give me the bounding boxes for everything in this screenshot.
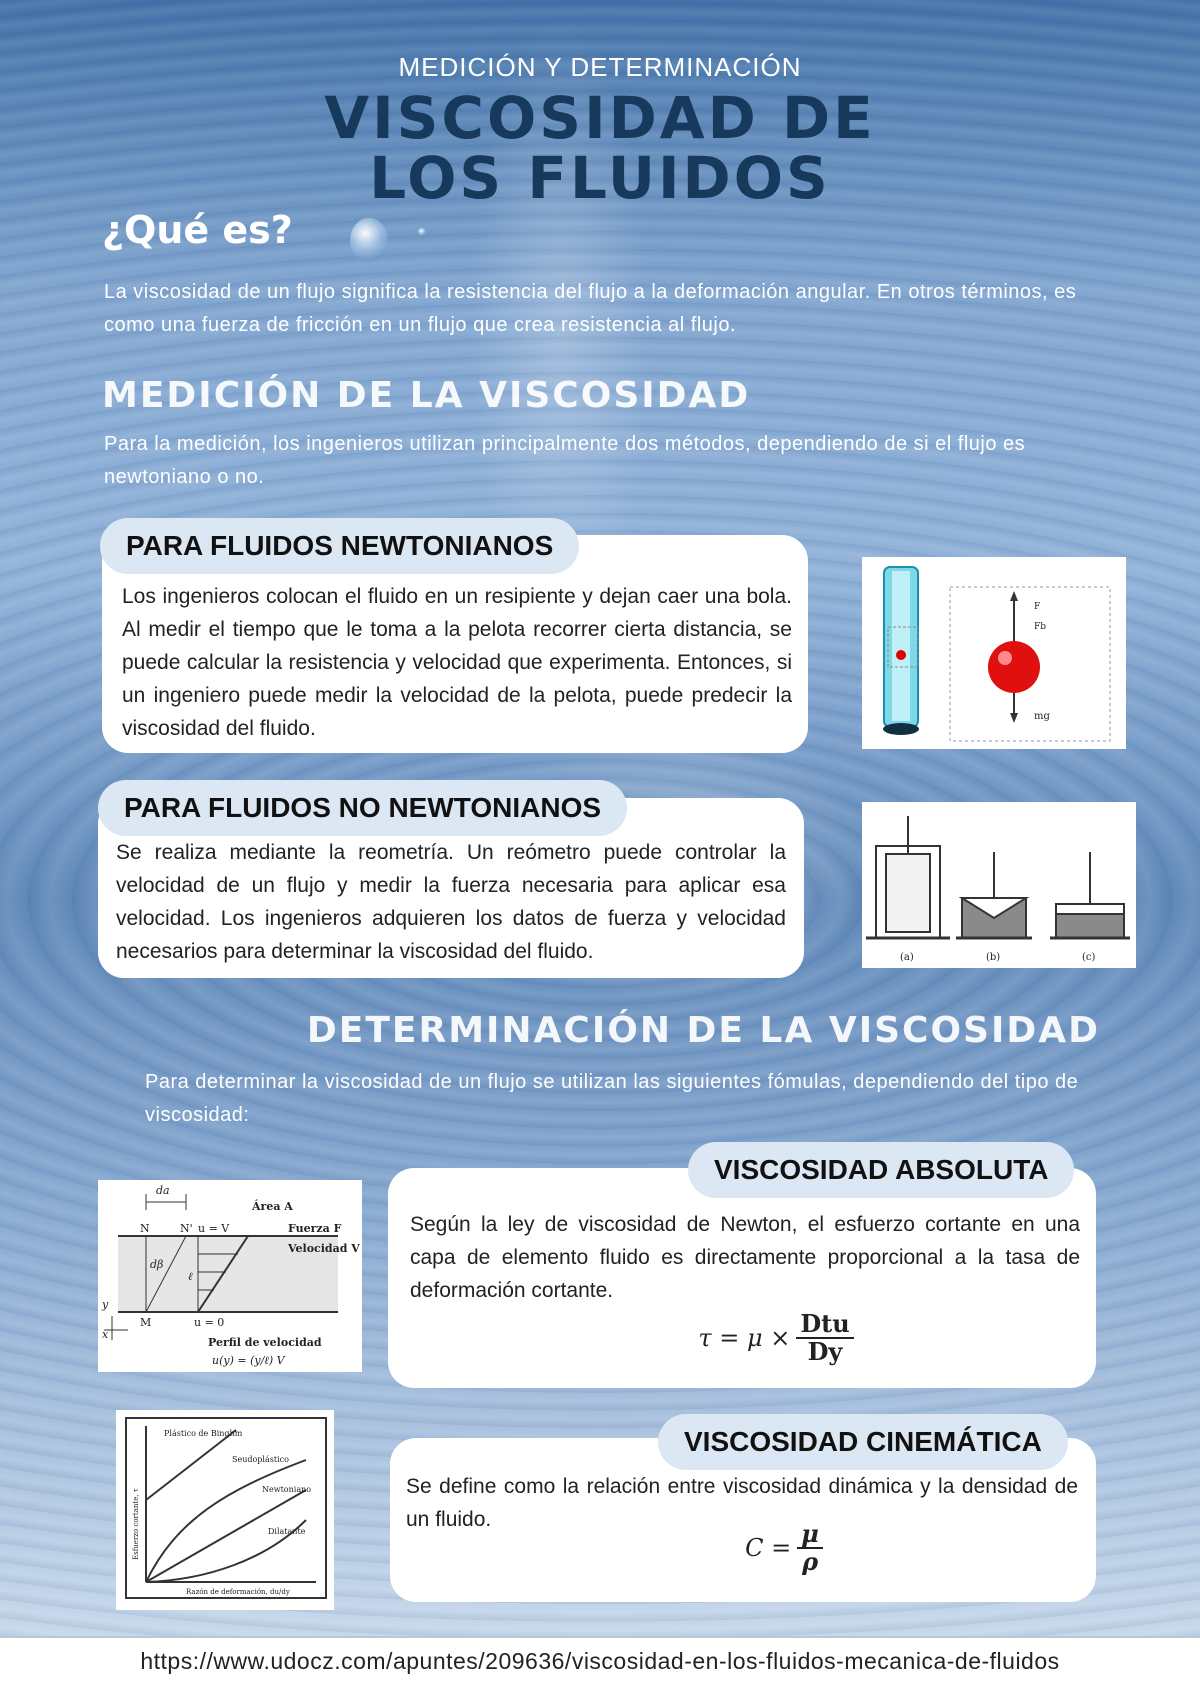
ell-label: ℓ bbox=[188, 1270, 193, 1283]
strain-rate-axis-label: Razón de deformación, du/dy bbox=[186, 1588, 290, 1596]
newtonian-label: PARA FLUIDOS NEWTONIANOS bbox=[100, 518, 579, 574]
bingham-label: Plástico de Binghm bbox=[164, 1429, 243, 1438]
buoyancy-label: Fb bbox=[1034, 622, 1047, 632]
kinematic-formula bbox=[716, 1516, 852, 1580]
measurement-heading: MEDICIÓN DE LA VISCOSIDAD bbox=[102, 375, 751, 416]
shear-flow-diagram bbox=[98, 1180, 362, 1372]
falling-ball-diagram bbox=[862, 557, 1126, 749]
profile-label: Perfil de velocidad bbox=[208, 1336, 322, 1349]
rheometer-label-b: (b) bbox=[986, 952, 1001, 963]
u-zero-label: u = 0 bbox=[194, 1316, 225, 1329]
rheology-chart-figure bbox=[116, 1410, 334, 1610]
rheometer-label-a: (a) bbox=[900, 952, 914, 963]
y-axis-label: y bbox=[102, 1298, 109, 1311]
absolute-formula-den: Dy bbox=[807, 1337, 843, 1366]
source-url-link[interactable]: https://www.udocz.com/apuntes/209636/viscosidad-en-los-fluidos-mecanica-de-fluidos bbox=[140, 1648, 1060, 1674]
determination-heading: DETERMINACIÓN DE LA VISCOSIDAD bbox=[306, 1010, 1100, 1051]
absolute-formula bbox=[696, 1310, 856, 1366]
dilatant-label: Dilatante bbox=[268, 1527, 306, 1536]
force-label: F bbox=[1034, 602, 1041, 612]
page-kicker: MEDICIÓN Y DETERMINACIÓN bbox=[398, 52, 802, 82]
absolute-text: Según la ley de viscosidad de Newton, el esfuerzo cortante en una capa de elemento fluido es directamente proporcional a la tasa de deformación cortante. bbox=[410, 1213, 1080, 1302]
n-prime-label: N' bbox=[180, 1222, 193, 1235]
profile-eq-label: u(y) = (y/ℓ) V bbox=[212, 1354, 285, 1367]
da-label: da bbox=[156, 1184, 170, 1197]
footer-divider bbox=[0, 1636, 1200, 1638]
dbeta-label: dβ bbox=[150, 1258, 164, 1271]
rheometer-diagram bbox=[862, 802, 1136, 968]
measurement-text: Para la medición, los ingenieros utilizan principalmente dos métodos, dependiendo de si el flujo es newtoniano o no. bbox=[104, 433, 1026, 488]
falling-ball-figure bbox=[862, 557, 1126, 749]
weight-label: mg bbox=[1034, 711, 1050, 722]
n-label: N bbox=[140, 1222, 150, 1235]
what-is-text: La viscosidad de un flujo significa la resistencia del flujo a la deformación angular. En otros términos, es como una fuerza de fricción en un flujo que crea resistencia al flujo. bbox=[104, 281, 1077, 336]
rheometer-label-c: (c) bbox=[1082, 952, 1096, 963]
rheometer-figure bbox=[862, 802, 1136, 968]
water-droplet-small bbox=[418, 228, 426, 236]
x-axis-label: x bbox=[102, 1328, 109, 1341]
shear-stress-axis-label: Esfuerzo cortante, τ bbox=[132, 1488, 140, 1560]
what-is-heading: ¿Qué es? bbox=[102, 208, 293, 252]
newtonian-curve-label: Newtoniano bbox=[262, 1485, 312, 1494]
pseudoplastic-label: Seudoplástico bbox=[232, 1455, 289, 1464]
m-label: M bbox=[140, 1316, 152, 1329]
absolute-formula-fraction bbox=[796, 1311, 853, 1365]
kinematic-label: VISCOSIDAD CINEMÁTICA bbox=[658, 1414, 1068, 1470]
kinematic-formula-lhs: C = bbox=[745, 1534, 792, 1562]
non-newtonian-label: PARA FLUIDOS NO NEWTONIANOS bbox=[98, 780, 627, 836]
determination-text: Para determinar la viscosidad de un flujo se utilizan las siguientes fómulas, dependiendo del tipo de viscosidad: bbox=[145, 1071, 1079, 1126]
shear-flow-figure bbox=[98, 1180, 362, 1372]
absolute-formula-lhs: τ = μ × bbox=[698, 1324, 791, 1352]
non-newtonian-text: Se realiza mediante la reometría. Un reómetro puede controlar la velocidad de un flujo y medir la fuerza necesaria para aplicar esa velocidad. Los ingenieros adquieren los datos de fuerza y velocidad necesarios para determinar la viscosidad del fluido. bbox=[116, 841, 786, 963]
kinematic-text: Se define como la relación entre viscosidad dinámica y la densidad de un fluido. bbox=[406, 1475, 1078, 1531]
area-label: Área A bbox=[252, 1200, 293, 1213]
rheology-chart bbox=[116, 1410, 334, 1610]
absolute-label: VISCOSIDAD ABSOLUTA bbox=[688, 1142, 1074, 1198]
kinematic-formula-fraction bbox=[797, 1521, 823, 1575]
kinematic-formula-num: μ bbox=[797, 1521, 823, 1549]
velocity-v-label: Velocidad V bbox=[288, 1242, 360, 1255]
u-v-label: u = V bbox=[198, 1222, 230, 1235]
newtonian-text: Los ingenieros colocan el fluido en un resipiente y dejan caer una bola. Al medir el tiempo que le toma a la pelota recorrer cierta distancia, se puede calcular la resistencia y velocidad que experimenta. Entonces, si un ingeniero puede medir la velocidad de la pelota, puede predecir la viscosidad del fluido. bbox=[122, 585, 792, 740]
force-f-label: Fuerza F bbox=[288, 1222, 342, 1235]
absolute-formula-num: Dtu bbox=[796, 1311, 853, 1339]
page-title: VISCOSIDAD DE LOS FLUIDOS bbox=[324, 84, 876, 212]
water-droplet bbox=[350, 218, 388, 262]
kinematic-formula-den: ρ bbox=[802, 1547, 819, 1576]
